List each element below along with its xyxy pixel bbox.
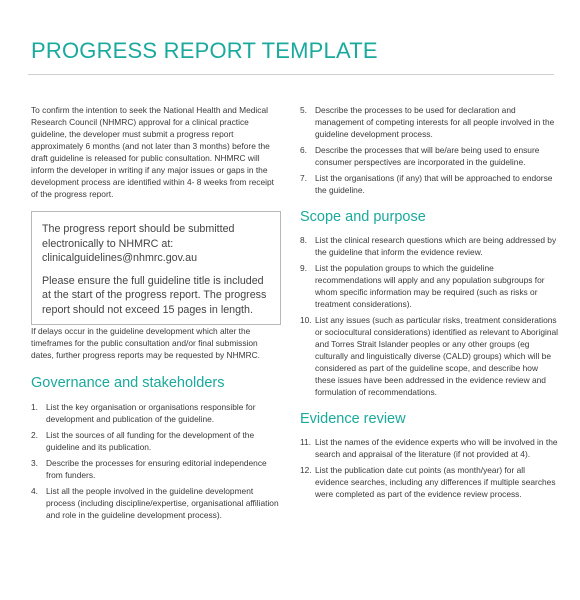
list-item: 4. List all the people involved in the guideline development process (including discipline/expertise, organisational affiliation and role in the guideline development process). [31, 486, 279, 520]
governance-list [31, 401, 281, 521]
evidence-list [300, 436, 558, 500]
list-item: 9. List the population groups to which the guideline recommendations will apply and any population subgroups for whom specific information may be required (such as risks or treatment considerations). [300, 263, 545, 309]
evidence-heading: Evidence review [300, 411, 406, 427]
list-item: 1. List the key organisation or organisations responsible for development and publication of the guideline. [31, 402, 256, 424]
scope-list [300, 234, 558, 398]
list-item: 5. Describe the processes to be used for declaration and management of competing interests for all people involved in the guideline development process. [300, 105, 555, 139]
left-column [31, 104, 281, 525]
submission-note-line1: The progress report should be submitted electronically to NHMRC at: clinicalguidelines@nhmrc.gov.au [42, 223, 235, 264]
submission-note-box [31, 211, 281, 325]
list-item: 6. Describe the processes that will be/are being used to ensure consumer perspectives are incorporated in the guideline. [300, 145, 540, 167]
delays-paragraph: If delays occur in the guideline development which alter the timeframes for the public consultation and/or final submission dates, further progress reports may be requested by NHMRC. [31, 326, 261, 360]
title-divider [28, 74, 554, 75]
list-item: 11. List the names of the evidence experts who will be involved in the search and appraisal of the literature (if not provided at 4). [300, 437, 558, 459]
right-column [300, 104, 558, 504]
intro-paragraph: To confirm the intention to seek the National Health and Medical Research Council (NHMRC) approval for a clinical practice guideline, the developer must submit a progress report approximately 6 months (and not later than 3 months) before the draft guideline is released for public consultation. NHMRC will inform the developer in writing if any major issues or gaps in the development process are identified within 4- 8 weeks from receipt of the progress report. [31, 105, 274, 199]
list-item: 10. List any issues (such as particular risks, treatment considerations or sociocultural considerations) identified as relevant to Aboriginal and Torres Strait Islander peoples or any other groups (eg culturally and linguistically diverse (CALD) groups) which will be considered as part of the guideline scope, and describe how these issues have been addressed in the evidence review and formulation of recommendations. [300, 315, 559, 397]
scope-heading: Scope and purpose [300, 209, 426, 225]
list-item: 12. List the publication date cut points (as month/year) for all evidence searches, including any differences if multiple searches were completed as part of the evidence review process. [300, 465, 556, 499]
list-item: 8. List the clinical research questions which are being addressed by the guideline that inform the evidence review. [300, 235, 557, 257]
page-title: PROGRESS REPORT TEMPLATE [31, 38, 378, 63]
list-item: 3. Describe the processes for ensuring editorial independence from funders. [31, 458, 267, 480]
list-item: 7. List the organisations (if any) that will be approached to endorse the guideline. [300, 173, 553, 195]
list-item: 2. List the sources of all funding for the development of the guideline and its publication. [31, 430, 255, 452]
submission-note-line2: Please ensure the full guideline title is included at the start of the progress report. The progress report should not exceed 15 pages in length. [42, 274, 267, 316]
governance-list-continued [300, 104, 558, 196]
governance-heading: Governance and stakeholders [31, 375, 225, 391]
